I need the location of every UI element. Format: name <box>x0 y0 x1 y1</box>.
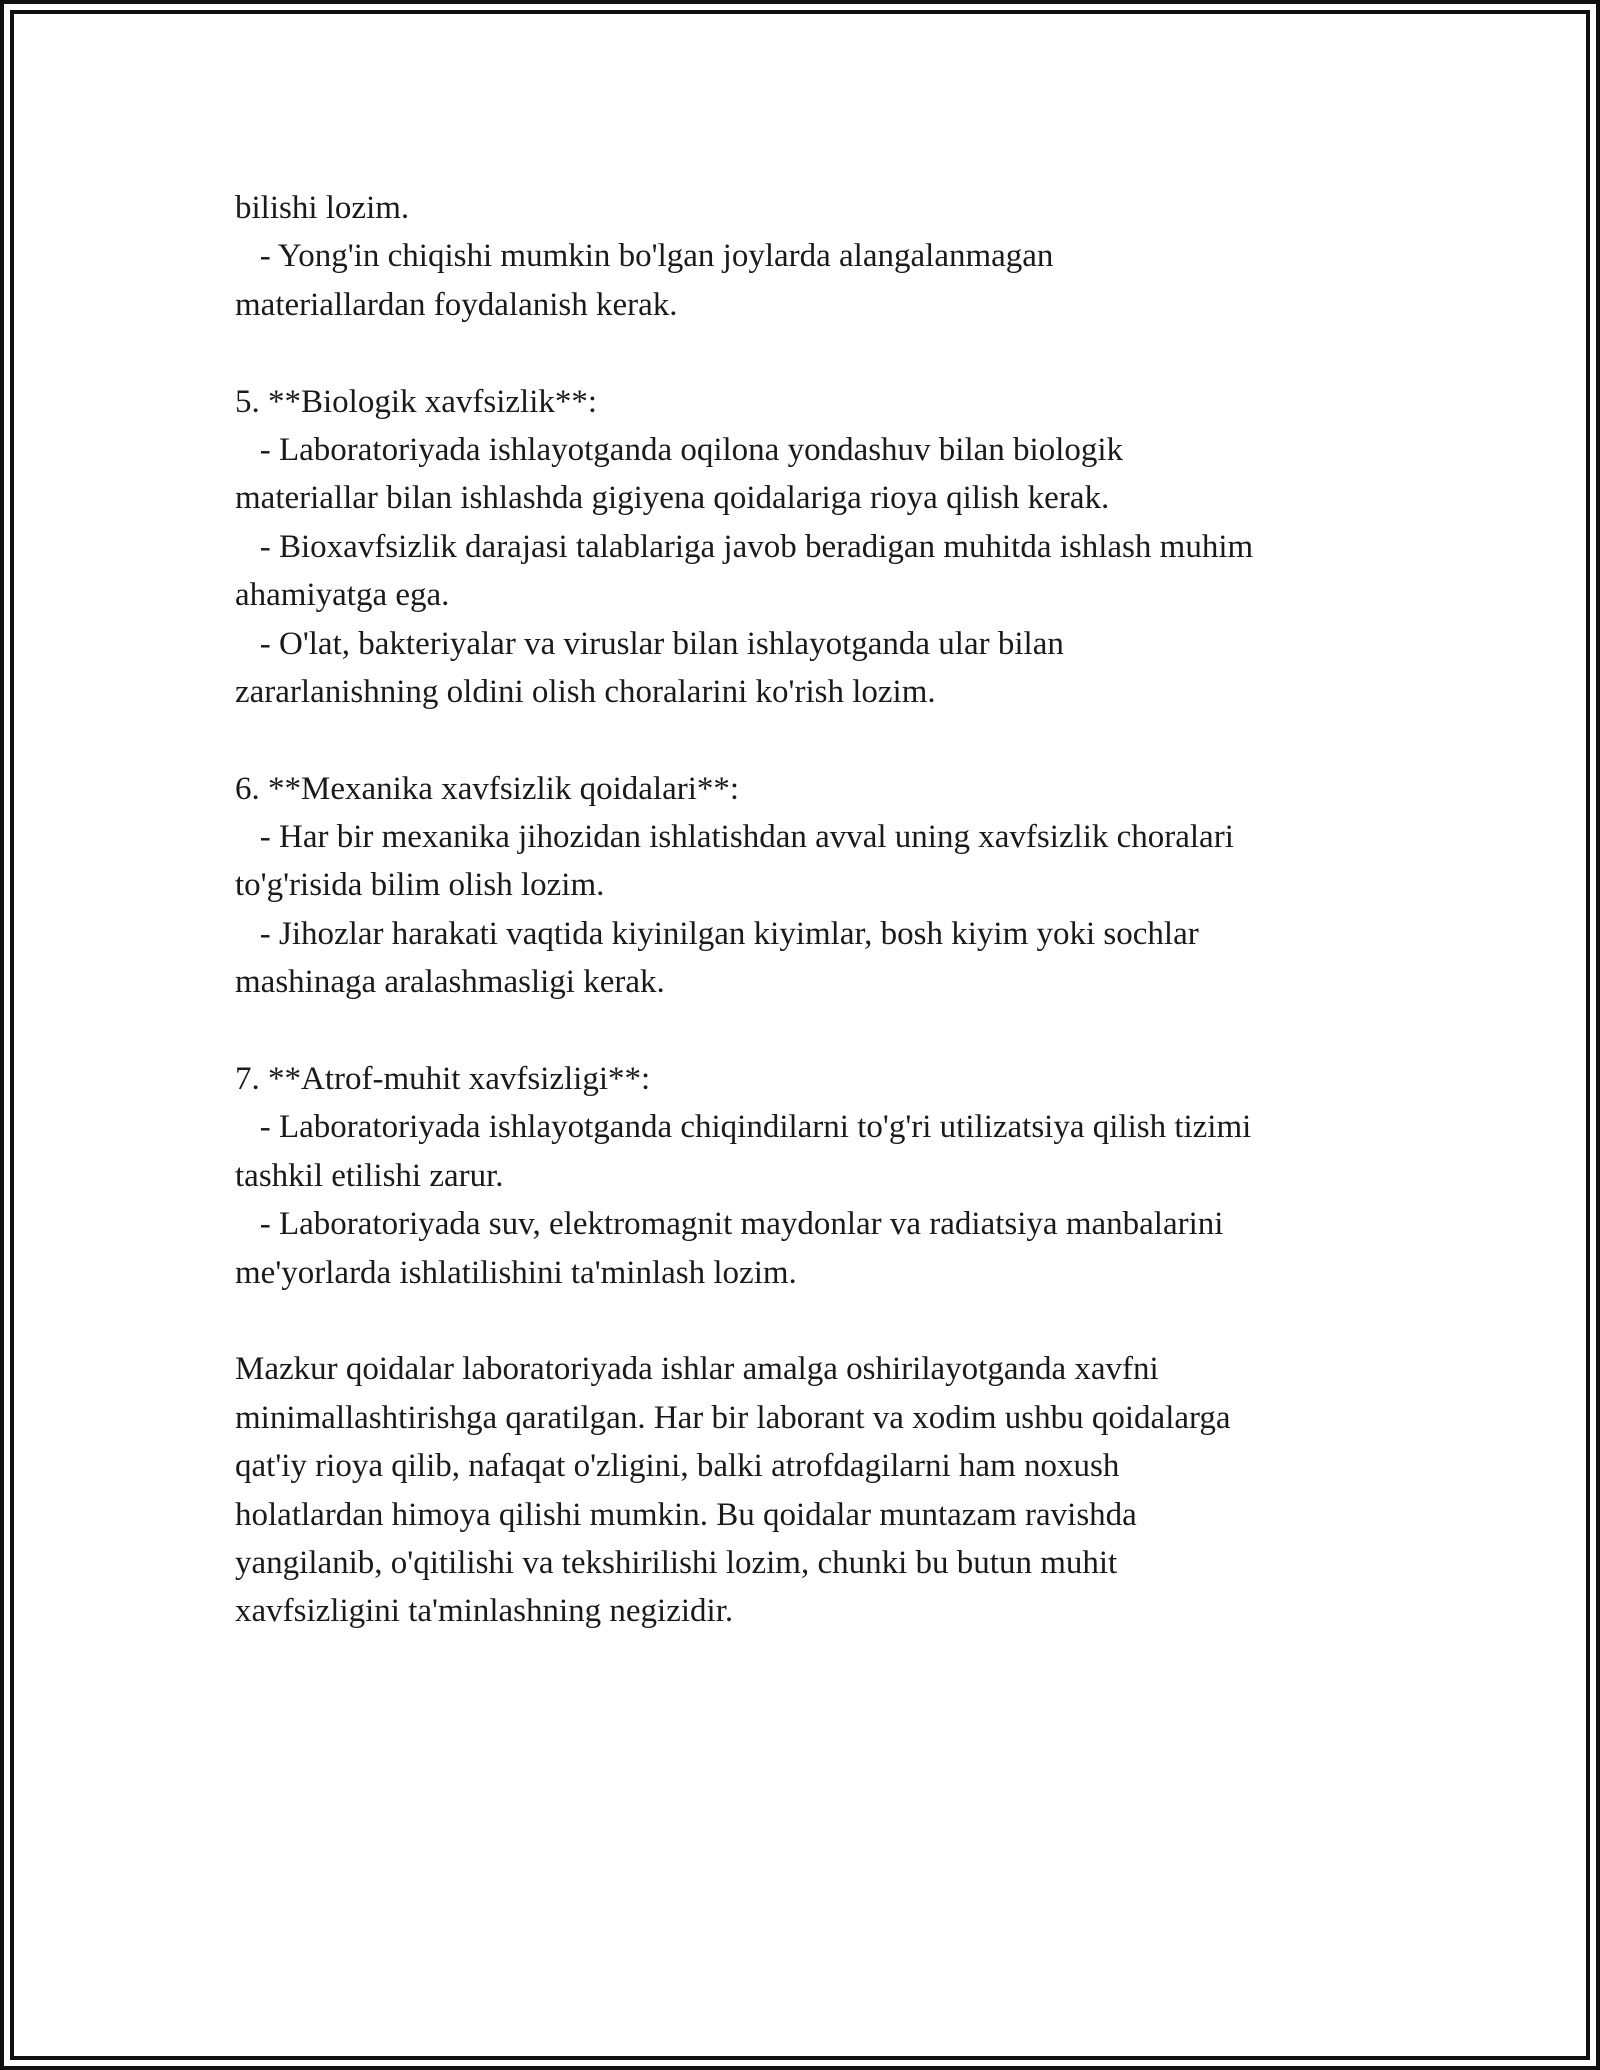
text-line: - Laboratoriyada ishlayotganda oqilona yondashuv bilan biologik <box>235 431 1124 468</box>
text-line: - Bioxavfsizlik darajasi talablariga javob beradigan muhitda ishlash muhim <box>235 528 1254 565</box>
text-line: - Yong'in chiqishi mumkin bo'lgan joylarda alangalanmagan <box>235 238 1054 275</box>
conclusion-line: yangilanib, o'qitilishi va tekshirilishi lozim, chunki bu butun muhit <box>235 1544 1118 1581</box>
conclusion-line: qat'iy rioya qilib, nafaqat o'zligini, balki atrofdagilarni ham noxush <box>235 1448 1120 1485</box>
text-line: materiallardan foydalanish kerak. <box>235 286 678 323</box>
document-body <box>235 184 1415 1636</box>
text-line: bilishi lozim. <box>235 190 410 226</box>
conclusion-line: Mazkur qoidalar laboratoriyada ishlar amalga oshirilayotganda xavfni <box>235 1351 1159 1388</box>
blank-line <box>235 1007 1415 1055</box>
text-line: - Laboratoriyada suv, elektromagnit maydonlar va radiatsiya manbalarini <box>235 1206 1224 1243</box>
section-heading-mechanical-safety: 6. **Mexanika xavfsizlik qoidalari**: <box>235 770 740 807</box>
text-line: - Jihozlar harakati vaqtida kiyinilgan kiyimlar, bosh kiyim yoki sochlar <box>235 915 1199 952</box>
text-line: me'yorlarda ishlatilishini ta'minlash lozim. <box>235 1254 797 1291</box>
text-line: to'g'risida bilim olish lozim. <box>235 867 605 904</box>
text-line: zararlanishning oldini olish choralarini ko'rish lozim. <box>235 673 936 710</box>
blank-line <box>235 1297 1415 1345</box>
text-line: mashinaga aralashmasligi kerak. <box>235 964 665 1001</box>
text-line: - O'lat, bakteriyalar va viruslar bilan ishlayotganda ular bilan <box>235 625 1064 662</box>
conclusion-line: minimallashtirishga qaratilgan. Har bir laborant va xodim ushbu qoidalarga <box>235 1399 1231 1436</box>
conclusion-line: xavfsizligini ta'minlashning negizidir. <box>235 1593 734 1630</box>
section-heading-biological-safety: 5. **Biologik xavfsizlik**: <box>235 383 598 420</box>
text-line: materiallar bilan ishlashda gigiyena qoidalariga rioya qilish kerak. <box>235 480 1110 517</box>
text-line: tashkil etilishi zarur. <box>235 1157 504 1194</box>
blank-line <box>235 329 1415 377</box>
section-heading-environmental-safety: 7. **Atrof-muhit xavfsizligi**: <box>235 1061 651 1098</box>
text-line: ahamiyatga ega. <box>235 577 450 614</box>
text-line: - Laboratoriyada ishlayotganda chiqindilarni to'g'ri utilizatsiya qilish tizimi <box>235 1109 1252 1146</box>
conclusion-line: holatlardan himoya qilishi mumkin. Bu qoidalar muntazam ravishda <box>235 1496 1137 1533</box>
blank-line <box>235 716 1415 764</box>
text-line: - Har bir mexanika jihozidan ishlatishdan avval uning xavfsizlik choralari <box>235 819 1234 856</box>
